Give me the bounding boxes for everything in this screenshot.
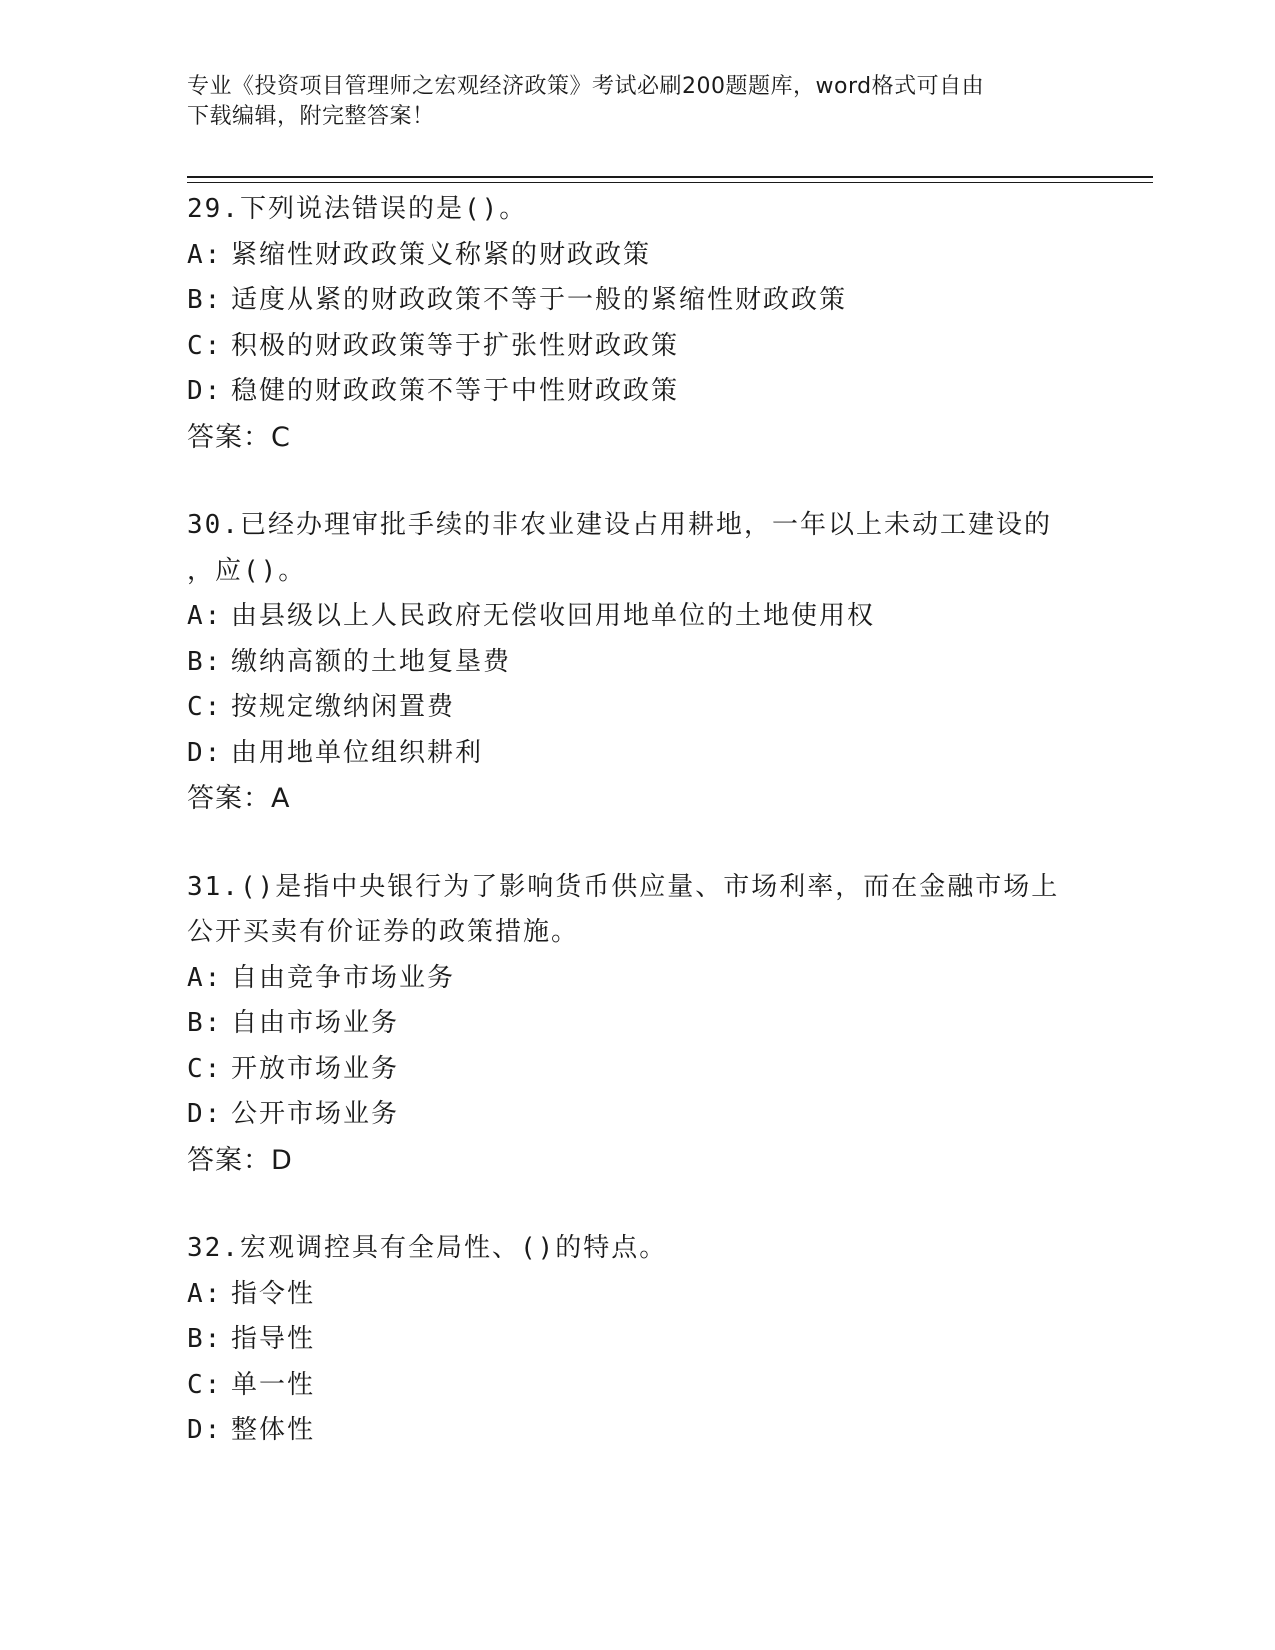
option-text: 开放市场业务 bbox=[231, 1053, 400, 1084]
option-letter: B: bbox=[187, 646, 223, 677]
option-b bbox=[187, 1317, 1087, 1363]
option-letter: B: bbox=[187, 285, 223, 315]
option-letter: C: bbox=[187, 1053, 223, 1084]
option-text: 指导性 bbox=[231, 1324, 316, 1354]
option-a bbox=[187, 594, 1087, 640]
question-stem-continued: ，应()。 bbox=[187, 555, 307, 586]
header-divider-thick bbox=[187, 176, 1153, 178]
option-letter: C: bbox=[187, 330, 223, 361]
answer-line: 答案：C bbox=[187, 421, 291, 453]
option-letter: D: bbox=[187, 1099, 223, 1129]
option-text: 单一性 bbox=[231, 1369, 316, 1400]
option-letter: D: bbox=[187, 1415, 223, 1445]
option-c bbox=[187, 685, 1087, 731]
question-stem: 31.()是指中央银行为了影响货币供应量、市场利率，而在金融市场上 bbox=[187, 871, 1060, 902]
option-text: 整体性 bbox=[231, 1415, 316, 1445]
option-letter: A: bbox=[187, 962, 223, 993]
option-a bbox=[187, 1272, 1087, 1318]
header-line-2: 下载编辑，附完整答案！ bbox=[187, 104, 435, 129]
option-letter: A: bbox=[187, 601, 223, 631]
option-letter: C: bbox=[187, 1369, 223, 1400]
answer-line: 答案：D bbox=[187, 1144, 293, 1176]
option-text: 公开市场业务 bbox=[231, 1099, 400, 1129]
question-30 bbox=[187, 503, 1087, 822]
option-text: 由县级以上人民政府无偿收回用地单位的土地使用权 bbox=[231, 601, 876, 631]
option-text: 由用地单位组织耕利 bbox=[231, 737, 484, 768]
option-b bbox=[187, 1001, 1087, 1047]
option-d bbox=[187, 1408, 1087, 1454]
question-list bbox=[187, 187, 1087, 1497]
option-text: 适度从紧的财政政策不等于一般的紧缩性财政政策 bbox=[231, 285, 848, 315]
option-text: 指令性 bbox=[231, 1278, 316, 1309]
option-c bbox=[187, 1047, 1087, 1093]
option-letter: B: bbox=[187, 1324, 223, 1354]
document-header bbox=[187, 72, 1087, 132]
option-b bbox=[187, 640, 1087, 686]
option-letter: B: bbox=[187, 1008, 223, 1038]
question-31 bbox=[187, 865, 1087, 1184]
option-letter: D: bbox=[187, 737, 223, 768]
option-d bbox=[187, 1092, 1087, 1138]
option-letter: A: bbox=[187, 1278, 223, 1309]
question-stem: 29.下列说法错误的是()。 bbox=[187, 194, 528, 224]
option-c bbox=[187, 324, 1087, 370]
question-32 bbox=[187, 1226, 1087, 1454]
option-text: 紧缩性财政政策义称紧的财政政策 bbox=[231, 239, 652, 270]
option-d bbox=[187, 369, 1087, 415]
option-c bbox=[187, 1363, 1087, 1409]
header-divider-thin bbox=[187, 182, 1153, 183]
option-text: 自由市场业务 bbox=[231, 1008, 400, 1038]
question-stem: 32.宏观调控具有全局性、()的特点。 bbox=[187, 1233, 668, 1263]
answer-line: 答案：A bbox=[187, 783, 291, 814]
option-letter: C: bbox=[187, 692, 223, 722]
option-d bbox=[187, 731, 1087, 777]
option-text: 自由竞争市场业务 bbox=[231, 962, 456, 993]
option-text: 缴纳高额的土地复垦费 bbox=[231, 646, 512, 677]
option-b bbox=[187, 278, 1087, 324]
option-letter: A: bbox=[187, 239, 223, 270]
option-a bbox=[187, 956, 1087, 1002]
option-text: 按规定缴纳闲置费 bbox=[231, 692, 456, 722]
option-text: 积极的财政政策等于扩张性财政政策 bbox=[231, 330, 680, 361]
option-a bbox=[187, 233, 1087, 279]
question-stem: 30.已经办理审批手续的非农业建设占用耕地，一年以上未动工建设的 bbox=[187, 510, 1052, 540]
header-line-1: 专业《投资项目管理师之宏观经济政策》考试必刷200题题库，word格式可自由 bbox=[187, 74, 985, 99]
question-29 bbox=[187, 187, 1087, 460]
option-letter: D: bbox=[187, 376, 223, 406]
option-text: 稳健的财政政策不等于中性财政政策 bbox=[231, 376, 680, 406]
question-stem-continued: 公开买卖有价证券的政策措施。 bbox=[187, 917, 580, 947]
